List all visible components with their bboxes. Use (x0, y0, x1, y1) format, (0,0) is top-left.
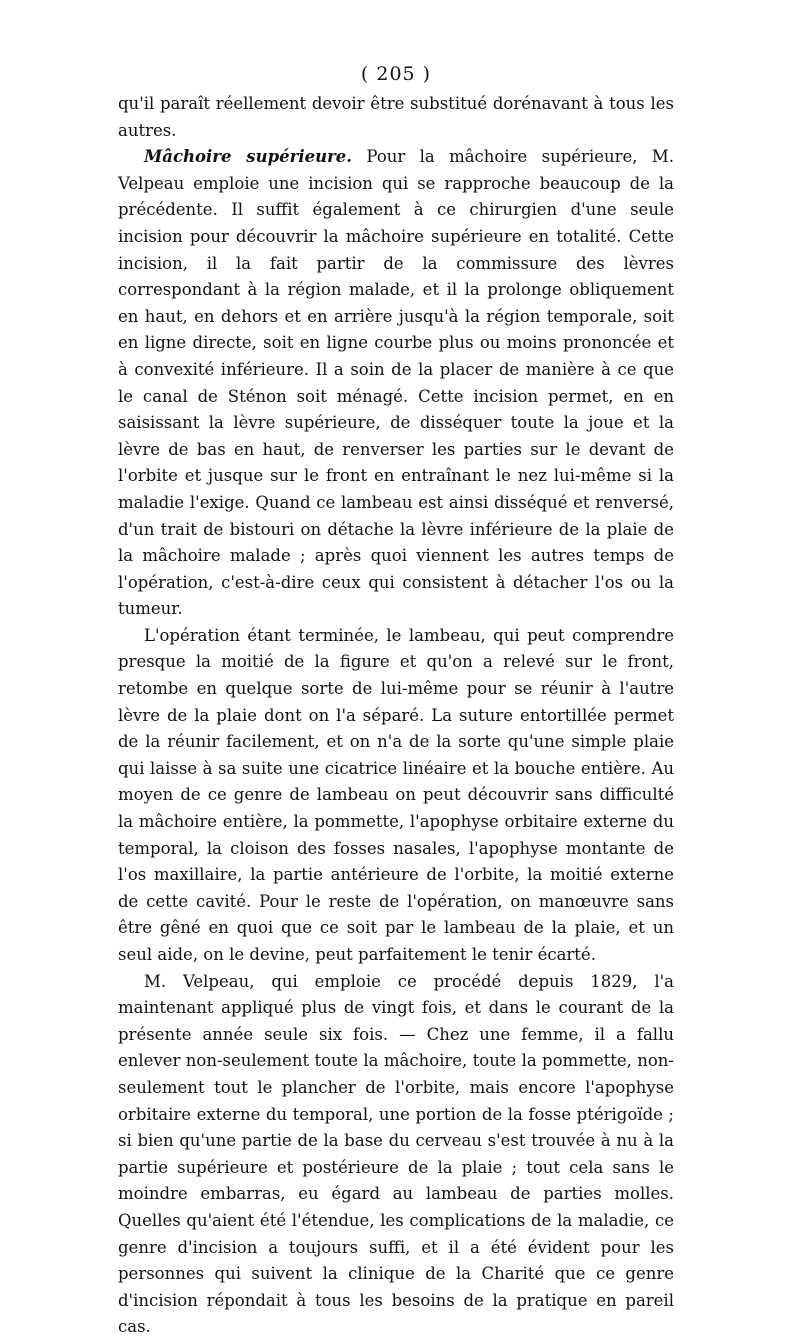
book-page (118, 62, 674, 1341)
paragraph-text: qu'il paraît réellement devoir être substitué dorénavant à tous les autres. (118, 94, 674, 140)
section-heading-inline: Mâchoire supérieure. (144, 147, 353, 167)
page-number: ( 205 ) (360, 63, 432, 85)
paragraph-continuation (118, 91, 674, 144)
paragraph-text: Pour la mâchoire supérieure, M. Velpeau emploie une incision qui se rapproche beaucoup de la précédente. Il suffit également à ce chirurgien d'une seule incision pour découvrir la mâchoire supérieure en totalité. Cette incision, il la fait partir de la commissure des lèvres correspondant à la région malade, et il la prolonge obliquement en haut, en dehors et en arrière jusqu'à la région temporale, soit en ligne directe, soit en ligne courbe plus ou moins prononcée et à convexité inférieure. Il a soin de la placer de manière à ce que le canal de Sténon soit ménagé. Cette incision permet, en en saisissant la lèvre supérieure, de disséquer toute la joue et la lèvre de bas en haut, de renverser les parties sur le devant de l'orbite et jusque sur le front en entraînant le nez lui-même si la maladie l'exige. Quand ce lambeau est ainsi disséqué et renversé, d'un trait de bistouri on détache la lèvre inférieure de la plaie de la mâchoire malade ; après quoi viennent les autres temps de l'opération, c'est-à-dire ceux qui consistent à détacher l'os ou la tumeur. (118, 147, 674, 619)
paragraph-text: M. Velpeau, qui emploie ce procédé depuis 1829, l'a maintenant appliqué plus de vingt fois, et dans le courant de la présente année seule six fois. — Chez une femme, il a fallu enlever non-seulement toute la mâchoire, toute la pommette, non-seulement tout le plancher de l'orbite, mais encore l'apophyse orbitaire externe du temporal, une portion de la fosse ptérigoïde ; si bien qu'une partie de la base du cerveau s'est trouvée à nu à la partie supérieure et postérieure de la plaie ; tout cela sans le moindre embarras, eu égard au lambeau de parties molles. Quelles qu'aient été l'étendue, les complications de la maladie, ce genre d'incision a toujours suffi, et il a été évident pour les personnes qui suivent la clinique de la Charité que ce genre d'incision répondait à tous les besoins de la pratique en pareil cas. (118, 971, 674, 1337)
paragraph-machoire-superieure (118, 144, 674, 623)
paragraph-operation-terminee (118, 623, 674, 969)
paragraph-text: L'opération étant terminée, le lambeau, qui peut comprendre presque la moitié de la figure et qu'on a relevé sur le front, retombe en quelque sorte de lui-même pour se réunir à l'autre lèvre de la plaie dont on l'a séparé. La suture entortillée permet de la réunir facilement, et on n'a de la sorte qu'une simple plaie qui laisse à sa suite une cicatrice linéaire et la bouche entière. Au moyen de ce genre de lambeau on peut découvrir sans difficulté la mâchoire entière, la pommette, l'apophyse orbitaire externe du temporal, la cloison des fosses nasales, l'apophyse montante de l'os maxillaire, la partie antérieure de l'orbite, la moitié externe de cette cavité. Pour le reste de l'opération, on manœuvre sans être gêné en quoi que ce soit par le lambeau de la plaie, et un seul aide, on le devine, peut parfaitement le tenir écarté. (118, 625, 674, 964)
paragraph-velpeau-1829 (118, 969, 674, 1341)
